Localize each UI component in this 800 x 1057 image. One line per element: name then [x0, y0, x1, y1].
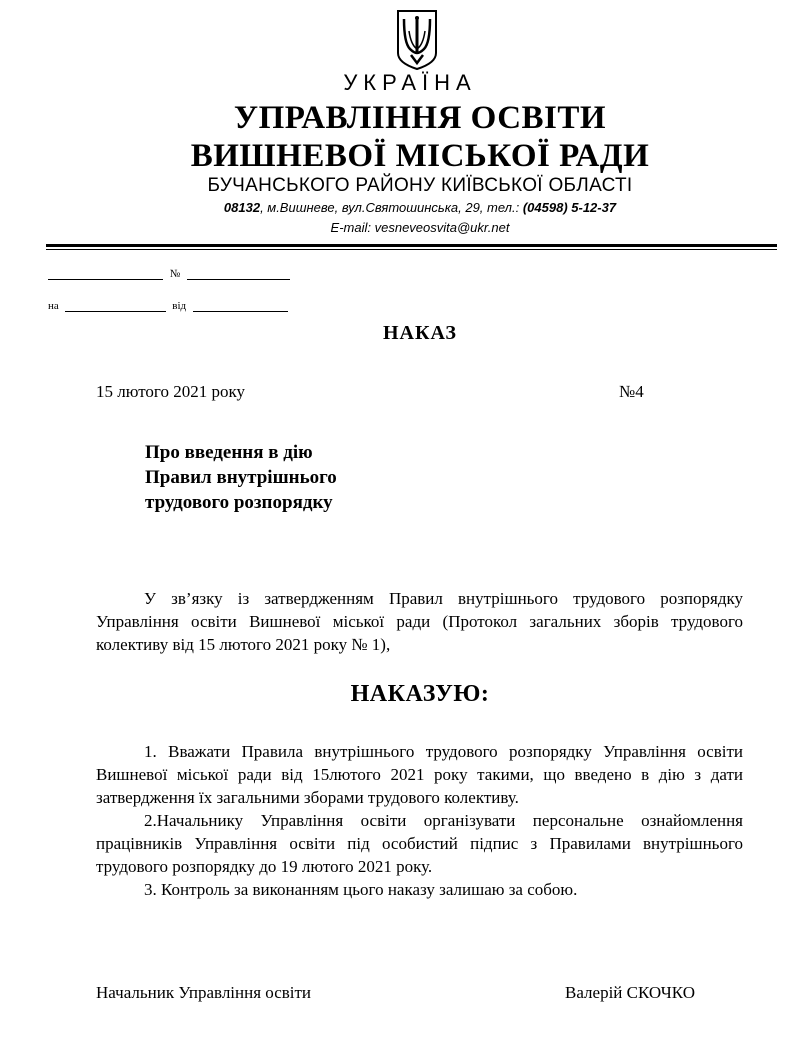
- signer-position: Начальник Управління освіти: [96, 983, 312, 1002]
- signer-name: Валерій СКОЧКО: [565, 983, 695, 1002]
- subject-line: трудового розпорядку: [145, 492, 333, 513]
- address-line: [0, 200, 800, 215]
- order-date: 15 лютого 2021 року: [96, 382, 245, 401]
- header-divider-thin: [46, 249, 777, 250]
- org-name-line1: УПРАВЛІННЯ ОСВІТИ: [233, 100, 607, 136]
- header-divider-thick: [46, 244, 777, 247]
- order-item: 1. Вважати Правила внутрішнього трудового розпорядку Управління освіти Вишневої міської ради від 15лютого 2021 року такими, що введено в дію з дати затвердження їх загальними зборами трудового колективу.: [96, 742, 743, 807]
- email-line: E-mail: vesneveosvita@ukr.net: [330, 220, 510, 235]
- from-label: від: [172, 300, 187, 312]
- order-items: [96, 740, 743, 901]
- org-name-line2: ВИШНЕВОЇ МІСЬКОЇ РАДИ: [190, 138, 650, 174]
- address-text: , м.Вишневе, вул.Святошинська, 29, тел.:: [260, 200, 520, 215]
- order-number: №4: [619, 382, 644, 401]
- trident-icon: [396, 9, 438, 71]
- address-phone: (04598) 5-12-37: [522, 200, 617, 215]
- document-title: НАКАЗ: [382, 322, 457, 344]
- reply-date-blank: [193, 310, 288, 312]
- order-subject: [145, 440, 337, 515]
- on-label: на: [48, 300, 59, 312]
- registration-number-blank: [187, 278, 290, 280]
- orders-heading: НАКАЗУЮ:: [350, 681, 490, 707]
- preamble-text: У зв’язку із затвердженням Правил внутрішнього трудового розпорядку Управління освіти Вишневої міської ради (Протокол загальних зборів трудового колективу від 15 лютого 2021 року № 1),: [96, 589, 743, 654]
- order-item: 2.Начальнику Управління освіти організувати персональне ознайомлення працівників Управління освіти під особистий підпис з Правилами внутрішнього трудового розпорядку до 19 лютого 2021 року.: [96, 811, 743, 876]
- address-postal-code: 08132: [223, 200, 261, 215]
- district-name: БУЧАНСЬКОГО РАЙОНУ КИЇВСЬКОЇ ОБЛАСТІ: [207, 175, 633, 196]
- subject-line: Про введення в дію: [145, 442, 313, 463]
- registration-number-row: [48, 268, 290, 280]
- registration-date-blank: [48, 278, 163, 280]
- subject-line: Правил внутрішнього: [145, 467, 337, 488]
- order-item: 3. Контроль за виконанням цього наказу залишаю за собою.: [144, 880, 578, 899]
- preamble-paragraph: [96, 587, 743, 656]
- reply-number-blank: [65, 310, 166, 312]
- country-name: УКРАЇНА: [343, 70, 477, 95]
- number-label: №: [169, 268, 181, 280]
- registration-reply-row: [48, 300, 288, 312]
